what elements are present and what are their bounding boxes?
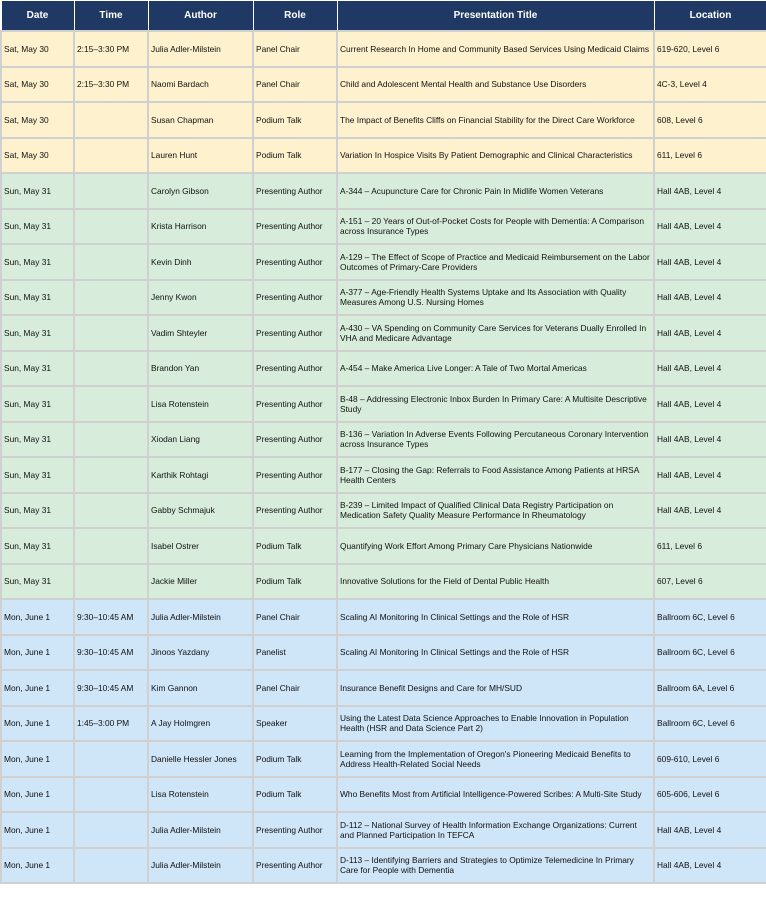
cell-time <box>74 351 148 387</box>
cell-time <box>74 777 148 813</box>
cell-location: Hall 4AB, Level 4 <box>654 351 766 387</box>
cell-role: Presenting Author <box>253 493 337 529</box>
cell-location: Hall 4AB, Level 4 <box>654 173 766 209</box>
cell-role: Speaker <box>253 706 337 742</box>
cell-date: Sun, May 31 <box>1 209 74 245</box>
cell-title: Insurance Benefit Designs and Care for MH/SUD <box>337 670 654 706</box>
header-role: Role <box>253 1 337 32</box>
table-row <box>1 102 766 138</box>
table-row <box>1 777 766 813</box>
cell-title: Scaling AI Monitoring In Clinical Settings and the Role of HSR <box>337 599 654 635</box>
cell-role: Presenting Author <box>253 351 337 387</box>
table-row <box>1 173 766 209</box>
cell-location: Ballroom 6C, Level 6 <box>654 706 766 742</box>
cell-time <box>74 457 148 493</box>
cell-date: Sun, May 31 <box>1 564 74 600</box>
cell-role: Presenting Author <box>253 173 337 209</box>
cell-role: Presenting Author <box>253 244 337 280</box>
cell-title: Scaling AI Monitoring In Clinical Settings and the Role of HSR <box>337 635 654 671</box>
cell-role: Panel Chair <box>253 599 337 635</box>
cell-time <box>74 848 148 884</box>
cell-author: Karthik Rohtagi <box>148 457 253 493</box>
cell-location: 607, Level 6 <box>654 564 766 600</box>
cell-role: Podium Talk <box>253 138 337 174</box>
table-row <box>1 280 766 316</box>
cell-author: Susan Chapman <box>148 102 253 138</box>
cell-title: Innovative Solutions for the Field of Dental Public Health <box>337 564 654 600</box>
table-row <box>1 493 766 529</box>
cell-role: Podium Talk <box>253 741 337 777</box>
cell-date: Sat, May 30 <box>1 31 74 67</box>
cell-location: 609-610, Level 6 <box>654 741 766 777</box>
header-row <box>1 1 766 32</box>
cell-time <box>74 564 148 600</box>
cell-time: 9:30–10:45 AM <box>74 670 148 706</box>
cell-time <box>74 528 148 564</box>
cell-location: 605-606, Level 6 <box>654 777 766 813</box>
cell-role: Presenting Author <box>253 280 337 316</box>
cell-author: Vadim Shteyler <box>148 315 253 351</box>
cell-role: Panel Chair <box>253 670 337 706</box>
cell-time: 9:30–10:45 AM <box>74 635 148 671</box>
cell-role: Presenting Author <box>253 848 337 884</box>
cell-role: Panelist <box>253 635 337 671</box>
cell-date: Sat, May 30 <box>1 102 74 138</box>
table-row <box>1 848 766 884</box>
cell-role: Podium Talk <box>253 102 337 138</box>
table-row <box>1 812 766 848</box>
cell-date: Sun, May 31 <box>1 173 74 209</box>
cell-date: Sat, May 30 <box>1 138 74 174</box>
table-row <box>1 635 766 671</box>
cell-time: 2:15–3:30 PM <box>74 67 148 103</box>
cell-role: Presenting Author <box>253 315 337 351</box>
cell-time <box>74 422 148 458</box>
table-row <box>1 138 766 174</box>
cell-title: B-239 – Limited Impact of Qualified Clinical Data Registry Participation on Medication Safety Quality Measure Performance In Rheumatology <box>337 493 654 529</box>
table-row <box>1 209 766 245</box>
table-row <box>1 599 766 635</box>
cell-role: Podium Talk <box>253 564 337 600</box>
cell-role: Presenting Author <box>253 812 337 848</box>
cell-location: Ballroom 6C, Level 6 <box>654 635 766 671</box>
cell-date: Mon, June 1 <box>1 848 74 884</box>
cell-date: Mon, June 1 <box>1 635 74 671</box>
cell-title: Who Benefits Most from Artificial Intelligence-Powered Scribes: A Multi-Site Study <box>337 777 654 813</box>
cell-time <box>74 812 148 848</box>
cell-role: Podium Talk <box>253 777 337 813</box>
cell-title: Child and Adolescent Mental Health and Substance Use Disorders <box>337 67 654 103</box>
cell-title: A-129 – The Effect of Scope of Practice and Medicaid Reimbursement on the Labor Outcomes of Primary-Care Providers <box>337 244 654 280</box>
cell-time <box>74 138 148 174</box>
cell-time <box>74 493 148 529</box>
cell-author: Jackie Miller <box>148 564 253 600</box>
cell-time: 9:30–10:45 AM <box>74 599 148 635</box>
cell-date: Mon, June 1 <box>1 812 74 848</box>
cell-date: Mon, June 1 <box>1 741 74 777</box>
table-body <box>1 31 766 883</box>
cell-title: The Impact of Benefits Cliffs on Financial Stability for the Direct Care Workforce <box>337 102 654 138</box>
cell-location: Hall 4AB, Level 4 <box>654 315 766 351</box>
cell-author: Carolyn Gibson <box>148 173 253 209</box>
cell-location: Ballroom 6A, Level 6 <box>654 670 766 706</box>
cell-title: A-151 – 20 Years of Out-of-Pocket Costs for People with Dementia: A Comparison across Insurance Types <box>337 209 654 245</box>
cell-author: Naomi Bardach <box>148 67 253 103</box>
cell-location: Hall 4AB, Level 4 <box>654 209 766 245</box>
cell-author: Gabby Schmajuk <box>148 493 253 529</box>
cell-title: D-112 – National Survey of Health Information Exchange Organizations: Current and Planned Participation In TEFCA <box>337 812 654 848</box>
table-row <box>1 31 766 67</box>
cell-location: Hall 4AB, Level 4 <box>654 493 766 529</box>
cell-location: Ballroom 6C, Level 6 <box>654 599 766 635</box>
table-row <box>1 422 766 458</box>
cell-date: Sun, May 31 <box>1 386 74 422</box>
cell-time: 2:15–3:30 PM <box>74 31 148 67</box>
cell-role: Podium Talk <box>253 528 337 564</box>
cell-author: Jinoos Yazdany <box>148 635 253 671</box>
cell-date: Sun, May 31 <box>1 315 74 351</box>
cell-author: Julia Adler-Milstein <box>148 31 253 67</box>
cell-location: 608, Level 6 <box>654 102 766 138</box>
table-row <box>1 386 766 422</box>
cell-date: Mon, June 1 <box>1 599 74 635</box>
table-row <box>1 351 766 387</box>
cell-title: Learning from the Implementation of Oregon's Pioneering Medicaid Benefits to Address Health-Related Social Needs <box>337 741 654 777</box>
cell-author: Lauren Hunt <box>148 138 253 174</box>
cell-role: Panel Chair <box>253 31 337 67</box>
cell-author: Julia Adler-Milstein <box>148 812 253 848</box>
cell-title: D-113 – Identifying Barriers and Strategies to Optimize Telemedicine In Primary Care for People with Dementia <box>337 848 654 884</box>
table-row <box>1 706 766 742</box>
cell-date: Sun, May 31 <box>1 528 74 564</box>
cell-role: Presenting Author <box>253 422 337 458</box>
cell-location: Hall 4AB, Level 4 <box>654 244 766 280</box>
cell-date: Sun, May 31 <box>1 457 74 493</box>
cell-location: 619-620, Level 6 <box>654 31 766 67</box>
cell-author: A Jay Holmgren <box>148 706 253 742</box>
cell-date: Mon, June 1 <box>1 670 74 706</box>
cell-date: Sun, May 31 <box>1 244 74 280</box>
header-time: Time <box>74 1 148 32</box>
cell-title: A-454 – Make America Live Longer: A Tale of Two Mortal Americas <box>337 351 654 387</box>
cell-date: Sun, May 31 <box>1 280 74 316</box>
table-row <box>1 564 766 600</box>
cell-title: Variation In Hospice Visits By Patient Demographic and Clinical Characteristics <box>337 138 654 174</box>
cell-role: Presenting Author <box>253 209 337 245</box>
cell-author: Julia Adler-Milstein <box>148 599 253 635</box>
cell-date: Sun, May 31 <box>1 493 74 529</box>
cell-role: Panel Chair <box>253 67 337 103</box>
table-row <box>1 244 766 280</box>
cell-time <box>74 741 148 777</box>
cell-location: 4C-3, Level 4 <box>654 67 766 103</box>
cell-role: Presenting Author <box>253 457 337 493</box>
cell-role: Presenting Author <box>253 386 337 422</box>
cell-date: Sun, May 31 <box>1 351 74 387</box>
cell-location: Hall 4AB, Level 4 <box>654 457 766 493</box>
cell-title: A-377 – Age-Friendly Health Systems Uptake and Its Association with Quality Measures Among U.S. Nursing Homes <box>337 280 654 316</box>
table-row <box>1 67 766 103</box>
cell-title: Current Research In Home and Community Based Services Using Medicaid Claims <box>337 31 654 67</box>
cell-date: Sat, May 30 <box>1 67 74 103</box>
table-row <box>1 315 766 351</box>
cell-date: Sun, May 31 <box>1 422 74 458</box>
table-row <box>1 670 766 706</box>
cell-title: B-136 – Variation In Adverse Events Following Percutaneous Coronary Intervention across Insurance Types <box>337 422 654 458</box>
cell-date: Mon, June 1 <box>1 706 74 742</box>
header-location: Location <box>654 1 766 32</box>
cell-author: Lisa Rotenstein <box>148 386 253 422</box>
cell-title: B-177 – Closing the Gap: Referrals to Food Assistance Among Patients at HRSA Health Centers <box>337 457 654 493</box>
header-author: Author <box>148 1 253 32</box>
cell-time <box>74 315 148 351</box>
header-date: Date <box>1 1 74 32</box>
cell-time <box>74 386 148 422</box>
cell-location: Hall 4AB, Level 4 <box>654 422 766 458</box>
cell-author: Danielle Hessler Jones <box>148 741 253 777</box>
cell-date: Mon, June 1 <box>1 777 74 813</box>
cell-time <box>74 280 148 316</box>
cell-title: A-430 – VA Spending on Community Care Services for Veterans Dually Enrolled In VHA and Medicare Advantage <box>337 315 654 351</box>
cell-author: Kim Gannon <box>148 670 253 706</box>
cell-author: Brandon Yan <box>148 351 253 387</box>
cell-time: 1:45–3:00 PM <box>74 706 148 742</box>
cell-time <box>74 244 148 280</box>
cell-author: Krista Harrison <box>148 209 253 245</box>
cell-location: 611, Level 6 <box>654 138 766 174</box>
cell-location: Hall 4AB, Level 4 <box>654 848 766 884</box>
cell-author: Kevin Dinh <box>148 244 253 280</box>
header-presentation-title: Presentation Title <box>337 1 654 32</box>
cell-title: Quantifying Work Effort Among Primary Care Physicians Nationwide <box>337 528 654 564</box>
cell-title: Using the Latest Data Science Approaches to Enable Innovation in Population Health (HSR and Data Science Part 2) <box>337 706 654 742</box>
table-row <box>1 741 766 777</box>
table-row <box>1 528 766 564</box>
cell-location: Hall 4AB, Level 4 <box>654 280 766 316</box>
cell-title: A-344 – Acupuncture Care for Chronic Pain In Midlife Women Veterans <box>337 173 654 209</box>
cell-location: Hall 4AB, Level 4 <box>654 386 766 422</box>
cell-location: Hall 4AB, Level 4 <box>654 812 766 848</box>
cell-author: Jenny Kwon <box>148 280 253 316</box>
cell-author: Isabel Ostrer <box>148 528 253 564</box>
cell-time <box>74 209 148 245</box>
cell-title: B-48 – Addressing Electronic Inbox Burden In Primary Care: A Multisite Descriptive Study <box>337 386 654 422</box>
cell-author: Lisa Rotenstein <box>148 777 253 813</box>
cell-author: Xiodan Liang <box>148 422 253 458</box>
cell-location: 611, Level 6 <box>654 528 766 564</box>
cell-author: Julia Adler-Milstein <box>148 848 253 884</box>
table-row <box>1 457 766 493</box>
cell-time <box>74 102 148 138</box>
cell-time <box>74 173 148 209</box>
